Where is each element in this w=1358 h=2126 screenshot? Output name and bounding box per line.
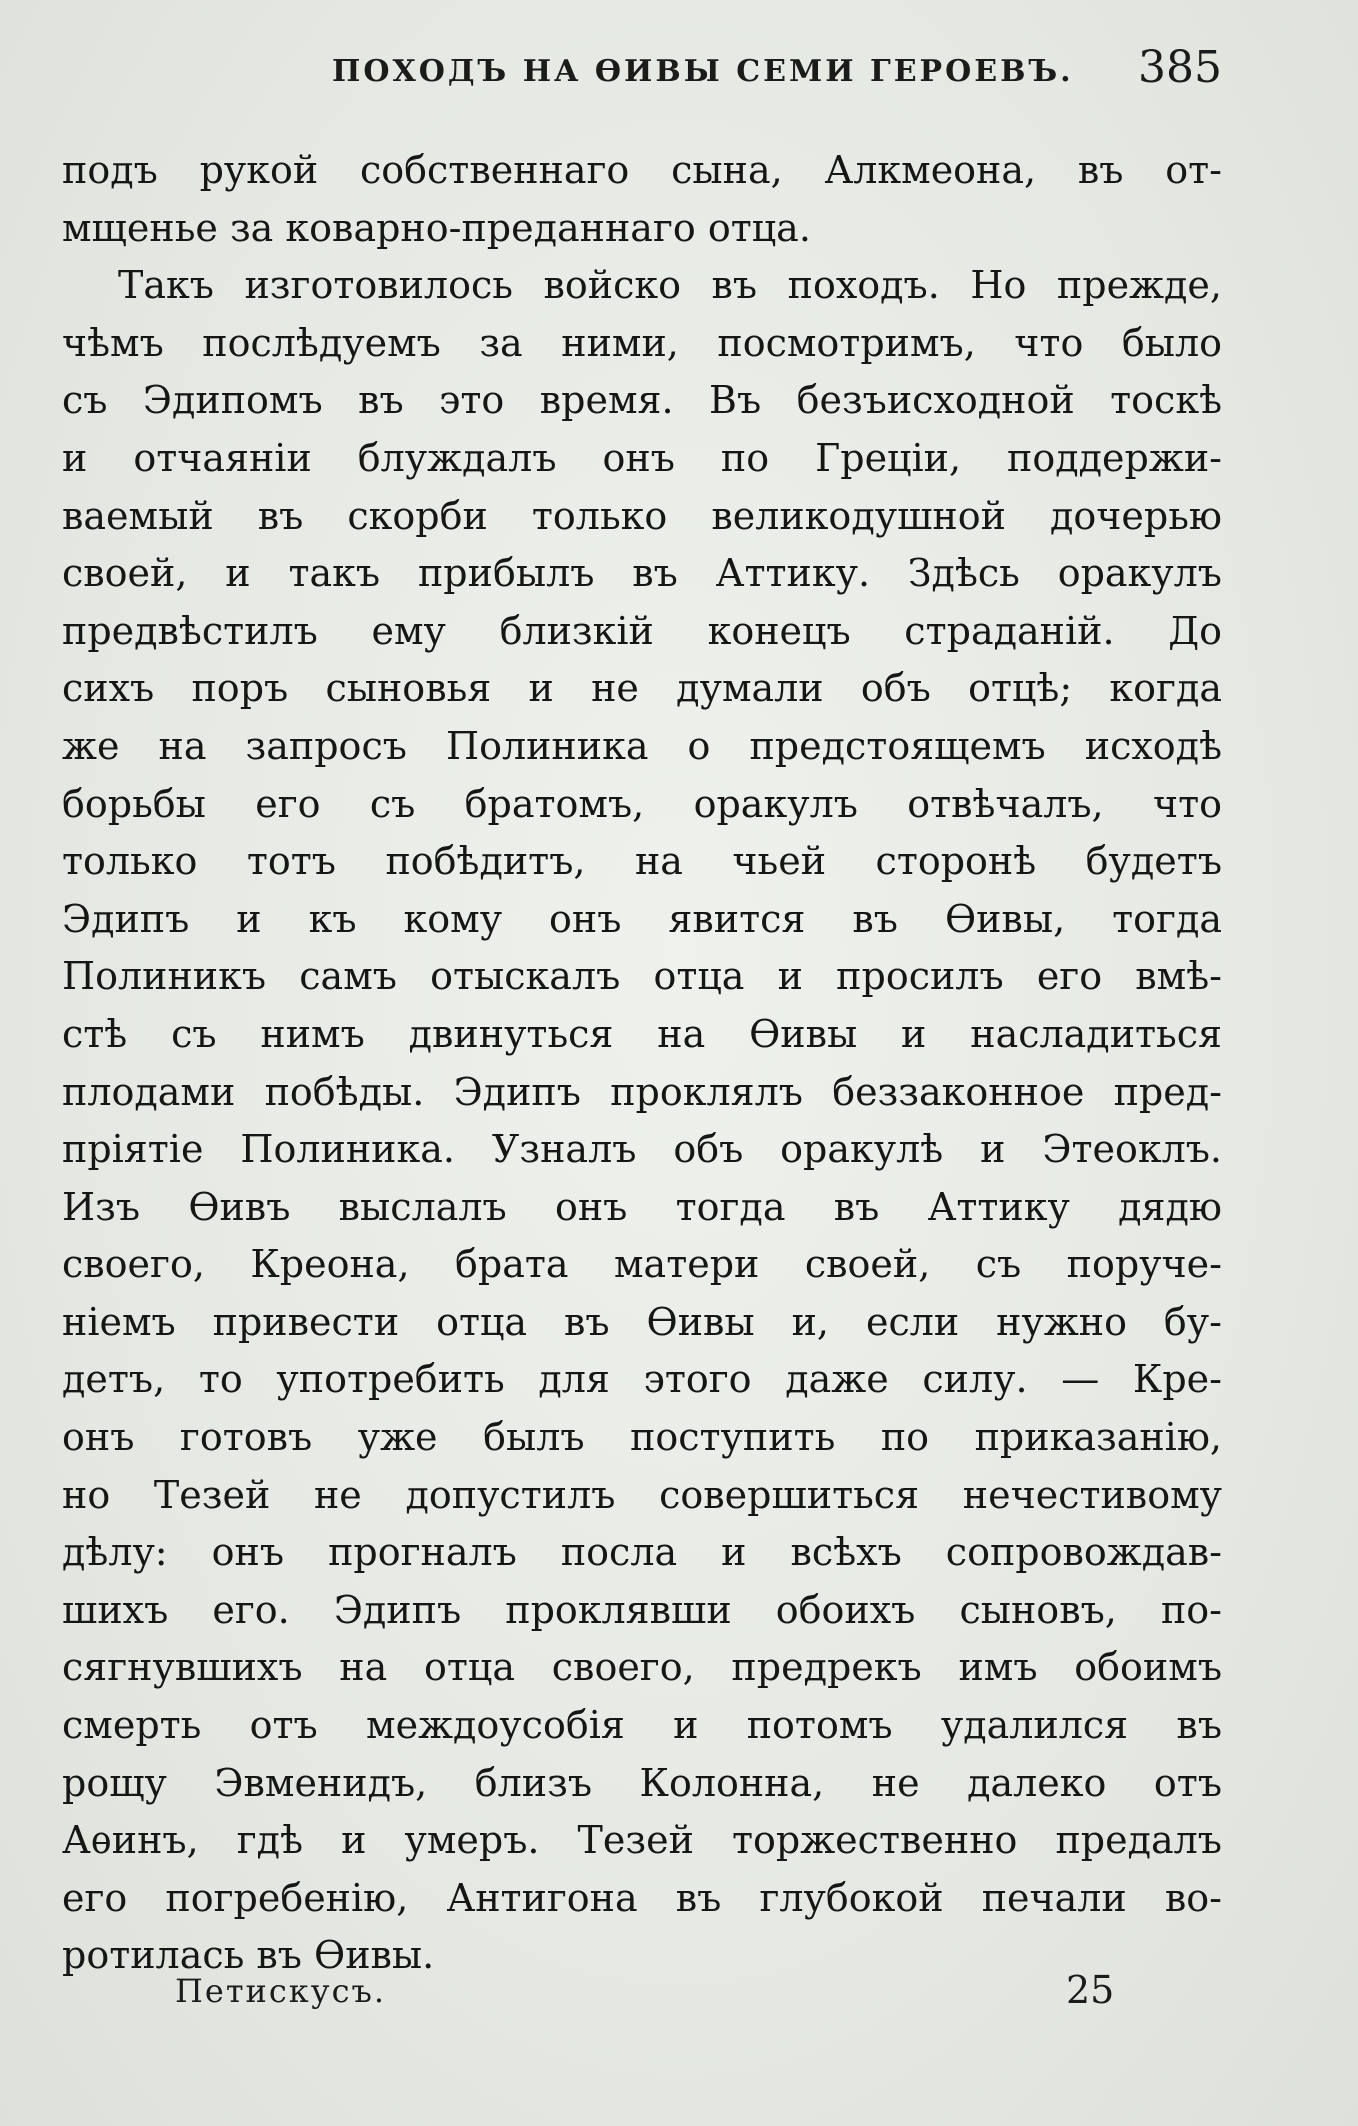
text-line: Такъ изготовилось войско въ походъ. Но прежде, [118,263,1222,308]
text-line: и отчаяніи блуждалъ онъ по Греціи, поддержи- [62,435,1222,480]
footer-author: Петискусъ. [175,1972,387,2010]
text-line: же на запросъ Полиника о предстоящемъ исходѣ [62,723,1222,768]
text-line: подъ рукой собственнаго сына, Алкмеона, въ от- [62,148,1222,192]
text-line: но Тезей не допустилъ совершиться нечестивому [62,1472,1222,1517]
text-line: Аѳинъ, гдѣ и умеръ. Тезей торжественно предалъ [62,1818,1222,1863]
page-footer [0,1968,1358,2028]
text-line: мщенье за коварно-преданнаго отца. [62,205,811,250]
text-line: чѣмъ послѣдуемъ за ними, посмотримъ, что было [62,320,1222,365]
text-line: ротилась въ Ѳивы. [62,1933,435,1978]
signature-mark: 25 [1066,1968,1115,2012]
text-line: ваемый въ скорби только великодушной дочерью [62,493,1222,538]
text-line: его погребенію, Антигона въ глубокой печали во- [62,1875,1222,1920]
text-line: рощу Эвменидъ, близъ Колонна, не далеко отъ [62,1760,1222,1805]
text-line: дѣлу: онъ прогналъ посла и всѣхъ сопровождав- [62,1530,1222,1575]
running-head: ПОХОДЪ НА ѲИВЫ СЕМИ ГЕРОЕВЪ. [332,54,1074,89]
text-line: своей, и такъ прибылъ въ Аттику. Здѣсь оракулъ [62,551,1222,596]
text-line: Изъ Ѳивъ выслалъ онъ тогда въ Аттику дядю [62,1184,1222,1229]
text-line: шихъ его. Эдипъ проклявши обоихъ сыновъ, по- [62,1587,1222,1632]
text-line: предвѣстилъ ему близкій конецъ страданій. До [62,608,1222,653]
text-line: сягнувшихъ на отца своего, предрекъ имъ обоимъ [62,1645,1222,1690]
text-line: Эдипъ и къ кому онъ явится въ Ѳивы, тогда [62,896,1222,941]
text-line: онъ готовъ уже былъ поступить по приказанію, [62,1415,1222,1460]
text-line: съ Эдипомъ въ это время. Въ безъисходной тоскѣ [62,378,1222,423]
text-line: своего, Креона, брата матери своей, съ поруче- [62,1242,1222,1287]
text-line: сихъ поръ сыновья и не думали объ отцѣ; когда [62,666,1222,711]
text-line: борьбы его съ братомъ, оракулъ отвѣчалъ, что [62,781,1222,826]
text-line: пріятіе Полиника. Узналъ объ оракулѣ и Этеоклъ. [62,1127,1222,1172]
text-line: Полиникъ самъ отыскалъ отца и просилъ его вмѣ- [62,954,1222,999]
text-line: детъ, то употребить для этого даже силу. — Кре- [62,1357,1222,1402]
page-number: 385 [1138,42,1222,93]
text-line: только тотъ побѣдитъ, на чьей сторонѣ будетъ [62,839,1222,884]
text-line: смерть отъ междоусобія и потомъ удалился въ [62,1703,1222,1748]
text-line: плодами побѣды. Эдипъ проклялъ беззаконное пред- [62,1069,1222,1114]
text-line: стѣ съ нимъ двинуться на Ѳивы и насладиться [62,1011,1222,1056]
text-line: ніемъ привести отца въ Ѳивы и, если нужно бу- [62,1299,1222,1344]
page-header [62,38,1222,102]
body-text [62,142,1222,1985]
